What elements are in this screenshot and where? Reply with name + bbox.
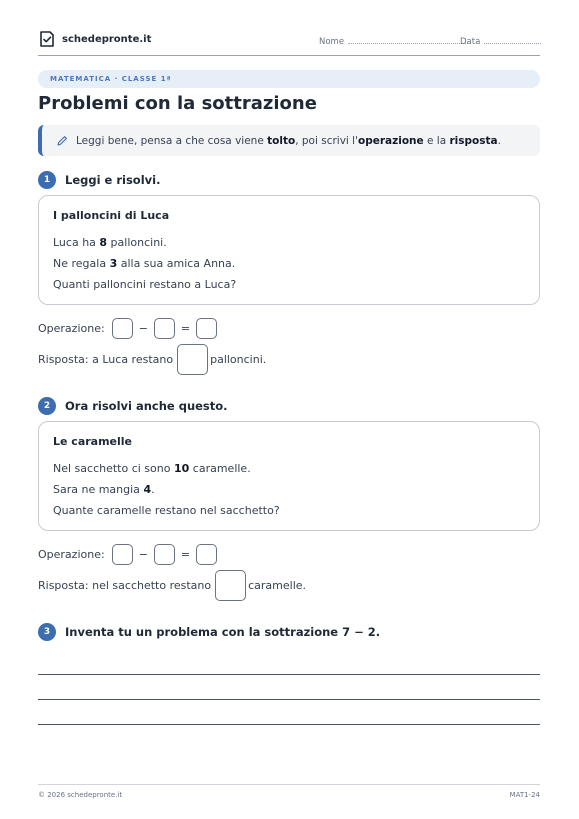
pencil-icon: [56, 135, 68, 147]
minus-sign: −: [138, 322, 148, 335]
name-line[interactable]: [348, 36, 468, 44]
site-name: schedepronte.it: [62, 33, 152, 45]
exercise-instruction: Leggi e risolvi.: [65, 173, 161, 187]
subject-badge: MATEMATICA · CLASSE 1ª: [38, 70, 540, 88]
equals-sign: =: [180, 548, 191, 561]
operand-box[interactable]: [154, 544, 175, 565]
operation-label: Operazione:: [38, 548, 105, 561]
problem-line: Luca ha 8 palloncini.: [53, 236, 167, 249]
name-field[interactable]: [319, 36, 468, 47]
tip-text: Leggi bene, pensa a che cosa viene tolto, poi scrivi l'operazione e la risposta.: [76, 134, 501, 147]
exercise-instruction: Inventa tu un problema con la sottrazione 7 − 2.: [65, 625, 381, 639]
answer-box[interactable]: [215, 570, 246, 601]
answer-suffix: caramelle.: [248, 579, 307, 592]
answer-prefix: Risposta: a Luca restano: [38, 353, 174, 366]
problem-line: Ne regala 3 alla sua amica Anna.: [53, 257, 236, 270]
operation-label: Operazione:: [38, 322, 105, 335]
problem-line: Nel sacchetto ci sono 10 caramelle.: [53, 462, 251, 475]
answer-suffix: palloncini.: [210, 353, 267, 366]
name-label: Nome: [319, 37, 345, 47]
problem-card-1: [38, 195, 540, 305]
minus-sign: −: [138, 548, 148, 561]
problem-question: Quante caramelle restano nel sacchetto?: [53, 504, 280, 517]
date-line[interactable]: [484, 36, 541, 44]
operation-row-1: [38, 318, 217, 339]
writing-line[interactable]: [38, 674, 540, 675]
exercise-1-heading: [38, 171, 160, 189]
result-box[interactable]: [196, 544, 217, 565]
answer-box[interactable]: [177, 344, 208, 375]
problem-line: Sara ne mangia 4.: [53, 483, 155, 496]
operand-box[interactable]: [154, 318, 175, 339]
operand-box[interactable]: [112, 544, 133, 565]
page-header: [38, 30, 540, 56]
answer-row-1: [38, 344, 266, 375]
problem-title: Le caramelle: [53, 435, 133, 448]
equals-sign: =: [180, 322, 191, 335]
checked-document-icon: [38, 30, 56, 48]
instruction-tip: [38, 125, 540, 156]
exercise-number: 3: [38, 623, 56, 641]
exercise-number: 1: [38, 171, 56, 189]
problem-card-2: [38, 421, 540, 531]
operation-row-2: [38, 544, 217, 565]
date-label: Data: [460, 37, 481, 47]
page-footer: [38, 784, 540, 799]
answer-prefix: Risposta: nel sacchetto restano: [38, 579, 212, 592]
exercise-number: 2: [38, 397, 56, 415]
page-title: Problemi con la sottrazione: [38, 93, 317, 114]
operand-box[interactable]: [112, 318, 133, 339]
result-box[interactable]: [196, 318, 217, 339]
exercise-2-heading: [38, 397, 228, 415]
copyright-text: © 2026 schedepronte.it: [38, 791, 123, 799]
date-field[interactable]: [460, 36, 541, 47]
writing-line[interactable]: [38, 699, 540, 700]
writing-line[interactable]: [38, 724, 540, 725]
worksheet-code: MAT1-24: [509, 791, 540, 799]
answer-row-2: [38, 570, 306, 601]
site-logo: [38, 30, 151, 48]
problem-title: I palloncini di Luca: [53, 209, 170, 222]
exercise-instruction: Ora risolvi anche questo.: [65, 399, 228, 413]
problem-question: Quanti palloncini restano a Luca?: [53, 278, 237, 291]
exercise-3-heading: [38, 623, 380, 641]
